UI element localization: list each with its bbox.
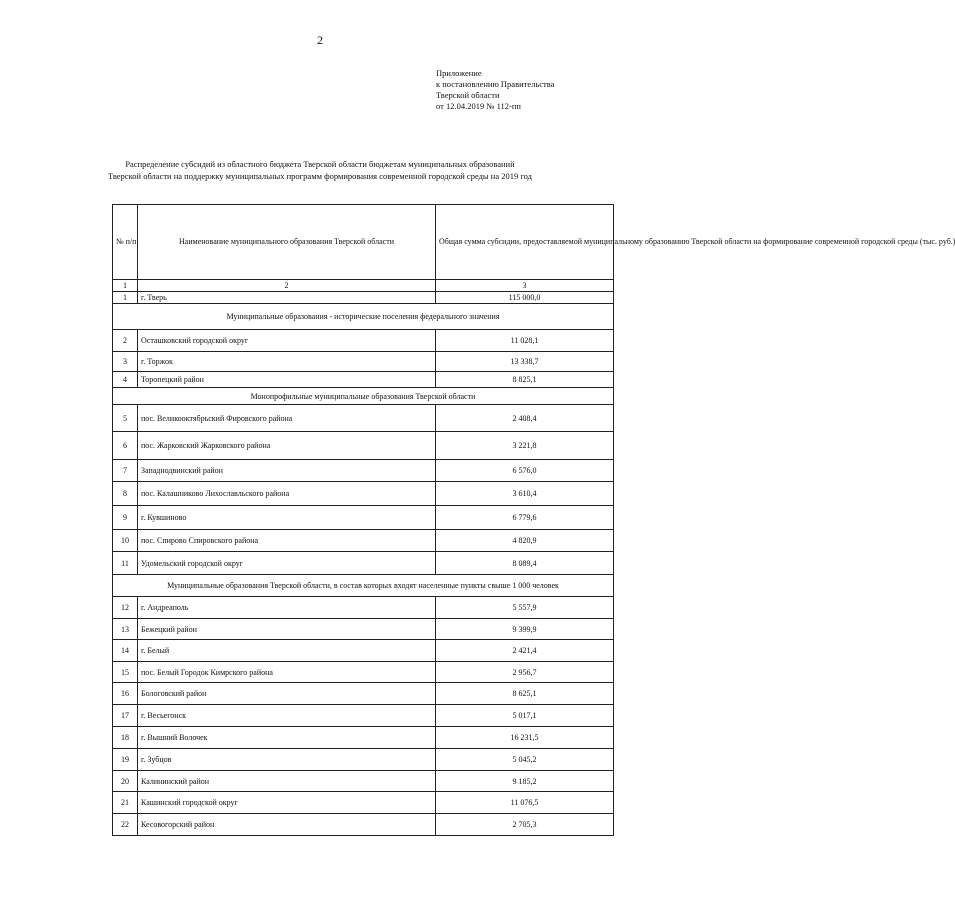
- row-number: 3: [113, 352, 138, 372]
- table-row: [113, 662, 614, 683]
- row-number: 20: [113, 771, 138, 792]
- table-row: [113, 292, 614, 304]
- col-number: 1: [113, 280, 138, 292]
- row-name: Торопецкий район: [138, 372, 436, 388]
- row-name: пос. Жарковский Жарковского района: [138, 432, 436, 460]
- row-value: 2 956,7: [436, 662, 614, 683]
- row-value: 13 338,7: [436, 352, 614, 372]
- row-name: Бологовский район: [138, 683, 436, 705]
- appendix-line: Приложение: [436, 68, 482, 78]
- appendix-line: Тверской области: [436, 90, 500, 100]
- row-value: 8 089,4: [436, 552, 614, 575]
- row-name: Кашинский городской округ: [138, 792, 436, 814]
- table-row: [113, 814, 614, 836]
- row-name: Осташковский городской округ: [138, 330, 436, 352]
- row-value: 11 076,5: [436, 792, 614, 814]
- title-line: Распределение субсидий из областного бюджета Тверской области бюджетам муниципальных образований: [125, 159, 515, 169]
- row-number: 16: [113, 683, 138, 705]
- appendix-line: к постановлению Правительства: [436, 79, 555, 89]
- table-row: [113, 640, 614, 662]
- row-number: 18: [113, 727, 138, 749]
- row-number: 6: [113, 432, 138, 460]
- row-value: 5 045,2: [436, 749, 614, 771]
- table-row: [113, 683, 614, 705]
- table-row: [113, 432, 614, 460]
- row-name: г. Тверь: [138, 292, 436, 304]
- table-row: [113, 552, 614, 575]
- row-number: 11: [113, 552, 138, 575]
- row-number: 5: [113, 405, 138, 432]
- row-number: 8: [113, 482, 138, 506]
- row-value: 3 610,4: [436, 482, 614, 506]
- table-row: [113, 330, 614, 352]
- section-heading: Муниципальные образования Тверской области, в состав которых входят населенные пункты свыше 1 000 человек: [113, 575, 614, 597]
- table-header-row: [113, 205, 614, 280]
- section-row: [113, 575, 614, 597]
- section-heading: Монопрофильные муниципальные образования Тверской области: [113, 388, 614, 405]
- table-row: [113, 597, 614, 619]
- row-name: г. Торжок: [138, 352, 436, 372]
- column-number-row: [113, 280, 614, 292]
- row-value: 2 421,4: [436, 640, 614, 662]
- row-name: пос. Белый Городок Кимрского района: [138, 662, 436, 683]
- row-value: 9 185,2: [436, 771, 614, 792]
- row-value: 6 779,6: [436, 506, 614, 530]
- table-row: [113, 705, 614, 727]
- row-value: 11 028,1: [436, 330, 614, 352]
- row-number: 21: [113, 792, 138, 814]
- table-row: [113, 506, 614, 530]
- appendix-line: от 12.04.2019 № 112-пп: [436, 101, 521, 111]
- header-name: Наименование муниципального образования Тверской области: [138, 205, 436, 280]
- row-number: 10: [113, 530, 138, 552]
- row-number: 2: [113, 330, 138, 352]
- row-name: Бежецкий район: [138, 619, 436, 640]
- row-number: 1: [113, 292, 138, 304]
- row-value: 5 557,9: [436, 597, 614, 619]
- table-row: [113, 352, 614, 372]
- table-row: [113, 482, 614, 506]
- row-value: 115 000,0: [436, 292, 614, 304]
- row-number: 12: [113, 597, 138, 619]
- page-number: 2: [317, 33, 323, 47]
- table-row: [113, 460, 614, 482]
- row-value: 9 399,9: [436, 619, 614, 640]
- row-name: г. Весьегонск: [138, 705, 436, 727]
- row-name: Удомельский городской округ: [138, 552, 436, 575]
- table-row: [113, 372, 614, 388]
- section-row: [113, 388, 614, 405]
- header-num: № п/п: [113, 205, 138, 280]
- row-value: 3 221,8: [436, 432, 614, 460]
- row-name: г. Белый: [138, 640, 436, 662]
- table-row: [113, 771, 614, 792]
- row-number: 15: [113, 662, 138, 683]
- row-value: 5 017,1: [436, 705, 614, 727]
- title-line: Тверской области на поддержку муниципальных программ формирования современной городской среды на 2019 год: [108, 171, 532, 181]
- row-name: Западнодвинский район: [138, 460, 436, 482]
- row-name: г. Зубцов: [138, 749, 436, 771]
- row-number: 14: [113, 640, 138, 662]
- section-row: [113, 304, 614, 330]
- row-name: Калининский район: [138, 771, 436, 792]
- table-row: [113, 405, 614, 432]
- row-value: 16 231,5: [436, 727, 614, 749]
- row-number: 17: [113, 705, 138, 727]
- col-number: 2: [138, 280, 436, 292]
- table-row: [113, 530, 614, 552]
- appendix-note: [436, 68, 554, 112]
- row-number: 19: [113, 749, 138, 771]
- table-row: [113, 749, 614, 771]
- row-value: 2 705,3: [436, 814, 614, 836]
- table-row: [113, 792, 614, 814]
- row-number: 4: [113, 372, 138, 388]
- header-sum: Общая сумма субсидии, предоставляемой муниципальному образованию Тверской области на формирование современной городской среды (тыс. руб.): [436, 205, 614, 280]
- table-row: [113, 619, 614, 640]
- document-title: [0, 158, 640, 182]
- row-name: Кесовогорский район: [138, 814, 436, 836]
- row-number: 22: [113, 814, 138, 836]
- row-value: 8 625,1: [436, 683, 614, 705]
- row-name: г. Вышний Волочек: [138, 727, 436, 749]
- row-name: г. Андреаполь: [138, 597, 436, 619]
- row-name: пос. Великооктябрьский Фировского района: [138, 405, 436, 432]
- row-number: 7: [113, 460, 138, 482]
- row-value: 4 820,9: [436, 530, 614, 552]
- row-name: г. Кувшиново: [138, 506, 436, 530]
- row-name: пос. Спирово Спировского района: [138, 530, 436, 552]
- row-name: пос. Калашниково Лихославльского района: [138, 482, 436, 506]
- row-number: 13: [113, 619, 138, 640]
- row-number: 9: [113, 506, 138, 530]
- table-row: [113, 727, 614, 749]
- row-value: 2 408,4: [436, 405, 614, 432]
- col-number: 3: [436, 280, 614, 292]
- subsidy-table: [112, 204, 955, 836]
- section-heading: Муниципальные образования - исторические поселения федерального значения: [113, 304, 614, 330]
- row-value: 6 576,0: [436, 460, 614, 482]
- row-value: 8 825,1: [436, 372, 614, 388]
